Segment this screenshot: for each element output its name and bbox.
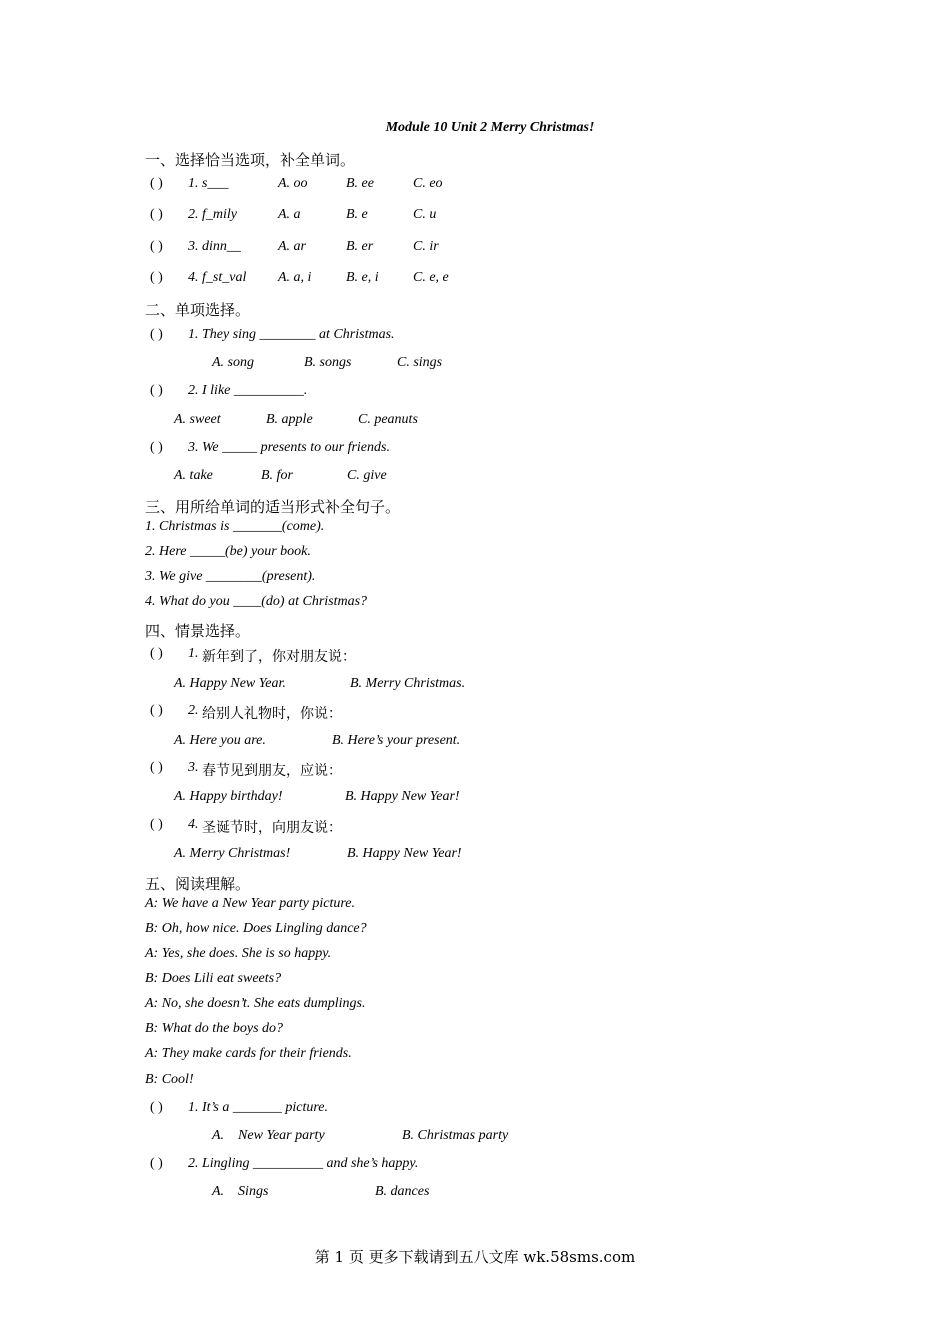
question-number: 1. [188, 646, 199, 661]
question-text: 1. They sing ________ at Christmas. [188, 327, 395, 342]
section2-heading: 二、单项选择。 [145, 301, 251, 319]
option-c: C. peanuts [358, 412, 418, 427]
dialogue-line: A: No, she doesn’t. She eats dumplings. [145, 996, 366, 1011]
section1-heading: 一、选择恰当选项，补全单词。 [145, 151, 356, 169]
page-footer: 第 1 页 更多下载请到五八文库 wk.58sms.com [314, 1248, 636, 1266]
answer-paren: ( ) [150, 327, 163, 342]
question-text: 3. We _____ presents to our friends. [188, 440, 390, 455]
option-c: C. sings [397, 355, 443, 370]
answer-paren: ( ) [150, 703, 163, 718]
answer-paren: ( ) [150, 270, 163, 285]
dialogue-line: B: What do the boys do? [145, 1021, 284, 1036]
answer-paren: ( ) [150, 239, 163, 254]
option-a: A. oo [278, 176, 308, 191]
option-a: A. take [174, 468, 213, 483]
sentence-3: 3. We give ________(present). [145, 569, 316, 584]
question-text: 给别人礼物时，你说： [202, 706, 342, 722]
section4-heading: 四、情景选择。 [145, 622, 251, 640]
option-b: B. Here’s your present. [332, 733, 461, 748]
option-a: A. a [278, 207, 301, 222]
option-b: B. Merry Christmas. [350, 676, 466, 691]
question-text: 新年到了，你对朋友说： [202, 649, 356, 665]
dialogue-line: B: Oh, how nice. Does Lingling dance? [145, 921, 367, 936]
answer-paren: ( ) [150, 176, 163, 191]
question-text: 圣诞节时，向朋友说： [202, 820, 342, 836]
question-text: 1. s___ [188, 176, 229, 191]
dialogue-line: A: Yes, she does. She is so happy. [145, 946, 332, 961]
dialogue-line: A: We have a New Year party picture. [145, 896, 355, 911]
option-b: B. Christmas party [402, 1128, 509, 1143]
answer-paren: ( ) [150, 440, 163, 455]
question-text: 春节见到朋友，应说： [202, 763, 342, 779]
section5-heading: 五、阅读理解。 [145, 875, 251, 893]
option-b: B. apple [266, 412, 313, 427]
option-a: A. Sings [212, 1184, 269, 1199]
option-c: C. give [347, 468, 387, 483]
option-b: B. Happy New Year! [347, 846, 462, 861]
dialogue-line: A: They make cards for their friends. [145, 1046, 352, 1061]
answer-paren: ( ) [150, 646, 163, 661]
option-b: B. songs [304, 355, 352, 370]
answer-paren: ( ) [150, 817, 163, 832]
option-b: B. er [346, 239, 374, 254]
sentence-2: 2. Here _____(be) your book. [145, 544, 311, 559]
option-a: A. Happy birthday! [174, 789, 283, 804]
option-a: A. Happy New Year. [174, 676, 286, 691]
option-c: C. u [413, 207, 437, 222]
option-a: A. New Year party [212, 1128, 325, 1143]
section3-heading: 三、用所给单词的适当形式补全句子。 [145, 498, 401, 516]
option-b: B. ee [346, 176, 374, 191]
question-number: 2. [188, 703, 199, 718]
option-a: A. ar [278, 239, 306, 254]
question-text: 4. f_st_val [188, 270, 247, 285]
option-c: C. ir [413, 239, 439, 254]
page-title: Module 10 Unit 2 Merry Christmas! [385, 120, 595, 135]
question-text: 2. Lingling __________ and she’s happy. [188, 1156, 419, 1171]
answer-paren: ( ) [150, 383, 163, 398]
option-b: B. e, i [346, 270, 379, 285]
sentence-4: 4. What do you ____(do) at Christmas? [145, 594, 368, 609]
option-b: B. e [346, 207, 368, 222]
answer-paren: ( ) [150, 1100, 163, 1115]
option-b: B. for [261, 468, 293, 483]
sentence-1: 1. Christmas is _______(come). [145, 519, 325, 534]
option-c: C. eo [413, 176, 443, 191]
option-a: A. Merry Christmas! [174, 846, 291, 861]
option-a: A. sweet [174, 412, 221, 427]
answer-paren: ( ) [150, 1156, 163, 1171]
answer-paren: ( ) [150, 760, 163, 775]
dialogue-line: B: Does Lili eat sweets? [145, 971, 282, 986]
option-b: B. Happy New Year! [345, 789, 460, 804]
question-text: 2. I like __________. [188, 383, 308, 398]
question-text: 1. It’s a _______ picture. [188, 1100, 328, 1115]
question-text: 3. dinn__ [188, 239, 241, 254]
question-number: 4. [188, 817, 199, 832]
dialogue-line: B: Cool! [145, 1072, 194, 1087]
question-number: 3. [188, 760, 199, 775]
option-a: A. a, i [278, 270, 312, 285]
option-b: B. dances [375, 1184, 430, 1199]
option-c: C. e, e [413, 270, 449, 285]
answer-paren: ( ) [150, 207, 163, 222]
option-a: A. Here you are. [174, 733, 266, 748]
option-a: A. song [212, 355, 254, 370]
question-text: 2. f_mily [188, 207, 237, 222]
